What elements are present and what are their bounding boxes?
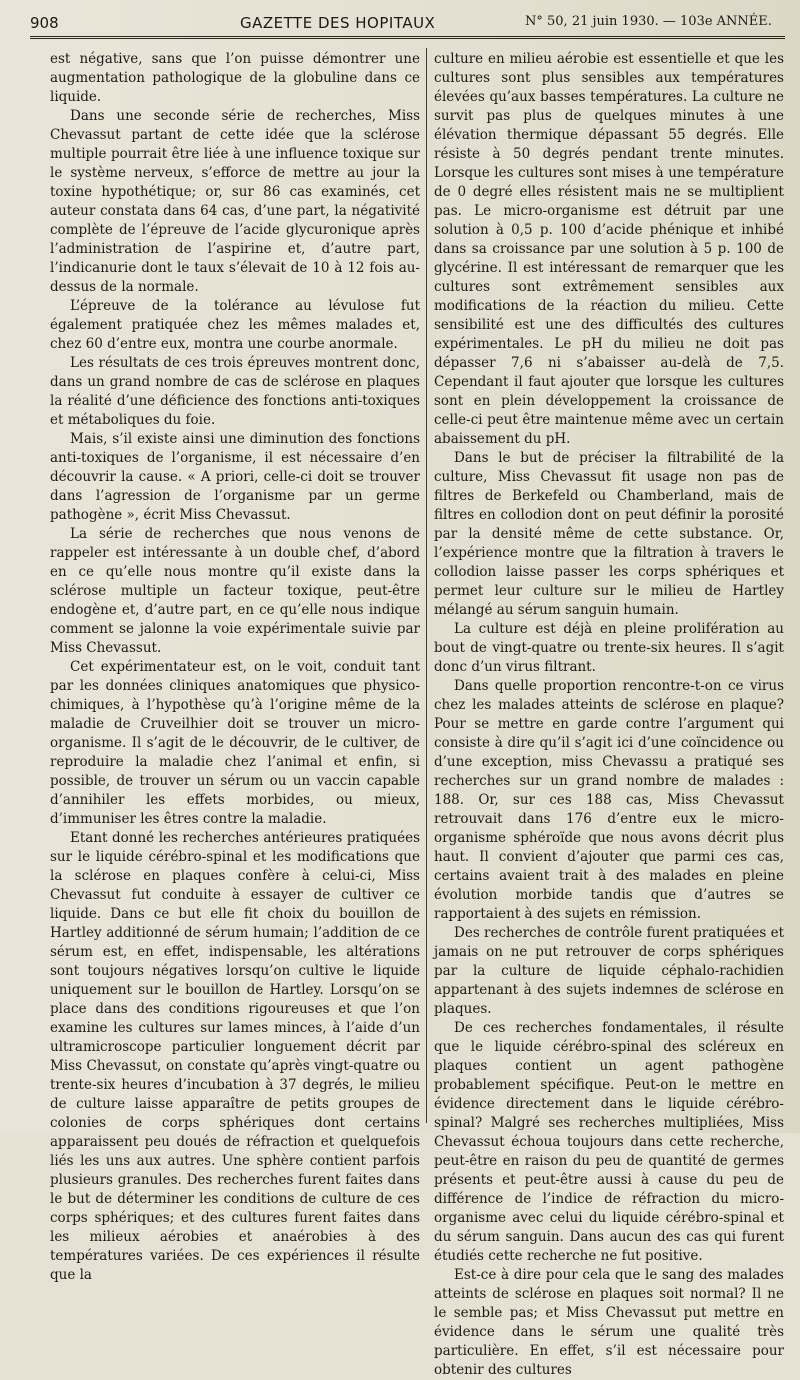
- journal-title: GAZETTE DES HOPITAUX: [240, 14, 436, 32]
- paragraph: Des recherches de contrôle furent pratiquées et jamais on ne put retrouver de corps sphériques par la culture de liquide céphalo-rachidien appartenant à des sujets indemnes de sclérose en plaques.: [434, 925, 784, 1017]
- page-header: [0, 10, 800, 34]
- paragraph: Mais, s’il existe ainsi une diminution des fonctions anti-toxiques de l’organisme, il est nécessaire d’en découvrir la cause. « A priori, celle-ci doit se trouver dans l’agression de l’organisme par un germe pathogène », écrit Miss Chevassut.: [50, 431, 420, 523]
- paragraph: Dans une seconde série de recherches, Miss Chevassut partant de cette idée que la sclérose multiple pourrait être liée à une influence toxique sur le système nerveux, s’efforce de mettre au jour la toxine hypothétique; or, sur 86 cas examinés, cet auteur constata dans 64 cas, d’une part, la négativité complète de l’épreuve de l’acide glycuronique après l’administration de l’aspirine et, d’autre part, l’indicanurie dont le taux s’élevait de 10 à 12 fois au-dessus de la normale.: [50, 108, 420, 295]
- paragraph: La série de recherches que nous venons de rappeler est intéressante à un double chef, d’abord en ce qu’elle nous montre qu’il existe dans la sclérose multiple un facteur toxique, peut-être endogène et, d’autre part, en ce qu’elle nous indique comment se jalonne la voie expérimentale suivie par Miss Chevassut.: [50, 526, 420, 656]
- issue-info: N° 50, 21 juin 1930. — 103e ANNÉE.: [525, 14, 772, 29]
- paragraph: La culture est déjà en pleine prolifération au bout de vingt-quatre ou trente-six heures. Il s’agit donc d’un virus filtrant.: [434, 621, 784, 675]
- right-column: [434, 50, 784, 1380]
- paragraph: Etant donné les recherches antérieures pratiquées sur le liquide cérébro-spinal et les modifications que la sclérose en plaques confère à celui-ci, Miss Chevassut fut conduite à essayer de cultiver ce liquide. Dans ce but elle fit choix du bouillon de Hartley additionné de sérum humain; l’addition de ce sérum est, en effet, indispensable, les altérations sont toujours négatives lorsqu’on cultive le liquide uniquement sur le bouillon de Hartley. Lorsqu’on se place dans des conditions rigoureuses et que l’on examine les cultures sur lames minces, à l’aide d’un ultramicroscope particulier longuement décrit par Miss Chevassut, on constate qu’après vingt-quatre ou trente-six heures d’incubation à 37 degrés, le milieu de culture laisse apparaître de petits groupes de colonies de corps sphériques dont certains apparaissent peu doués de réfraction et quelquefois liés les uns aux autres. Une sphère contient parfois plusieurs granules. Des recherches furent faites dans le but de déterminer les conditions de culture de ces corps sphériques; et des cultures furent faites dans les milieux aérobies et anaérobies à des températures variées. De ces expériences il résulte que la: [50, 830, 420, 1283]
- paragraph: Cet expérimentateur est, on le voit, conduit tant par les données cliniques anatomiques que physico-chimiques, à l’hypothèse qu’à l’origine même de la maladie de Cruveilhier doit se trouver un micro-organisme. Il s’agit de le découvrir, de le cultiver, de reproduire la maladie chez l’animal et enfin, si possible, de trouver un sérum ou un vaccin capable d’annihiler les effets morbides, ou mieux, d’immuniser les êtres contre la maladie.: [50, 659, 420, 827]
- paragraph: Dans quelle proportion rencontre-t-on ce virus chez les malades atteints de sclérose en plaque? Pour se mettre en garde contre l’argument qui consiste à dire qu’il s’agit ici d’une coïncidence ou d’une exception, miss Chevassu a pratiqué ses recherches sur un grand nombre de malades : 188. Or, sur ces 188 cas, Miss Chevassut retrouvait dans 176 d’entre eux le micro-organisme sphéroïde que nous avons décrit plus haut. Il convient d’ajouter que parmi ces cas, certains avaient trait à des malades en pleine évolution morbide tandis que d’autres se rapportaient à des sujets en rémission.: [434, 678, 784, 922]
- column-divider: [426, 48, 427, 1123]
- header-rule: [30, 36, 785, 39]
- paragraph: L’épreuve de la tolérance au lévulose fut également pratiquée chez les mêmes malades et, chez 60 d’entre eux, montra une courbe anormale.: [50, 298, 420, 352]
- paragraph: culture en milieu aérobie est essentielle et que les cultures sont plus sensibles aux températures élevées qu’aux basses températures. La culture ne survit pas plus de quelques minutes à une élévation thermique dépassant 55 degrés. Elle résiste à 50 degrés pendant trente minutes. Lorsque les cultures sont mises à une température de 0 degré elles résistent mais ne se multiplient pas. Le micro-organisme est détruit par une solution à 0,5 p. 100 d’acide phénique et inhibé dans sa croissance par une solution à 5 p. 100 de glycérine. Il est intéressant de remarquer que les cultures sont extrêmement sensibles aux modifications de la réaction du milieu. Cette sensibilité est une des difficultés des cultures expérimentales. Le pH du milieu ne doit pas dépasser 7,6 ni s’abaisser au-delà de 7,5. Cependant il faut ajouter que lorsque les cultures sont en plein développement la croissance de celle-ci peut être maintenue même avec un certain abaissement du pH.: [434, 51, 784, 447]
- paragraph: est négative, sans que l’on puisse démontrer une augmentation pathologique de la globuline dans ce liquide.: [50, 51, 420, 105]
- paragraph: De ces recherches fondamentales, il résulte que le liquide cérébro-spinal des scléreux en plaques contient un agent pathogène probablement spécifique. Peut-on le mettre en évidence directement dans le liquide cérébro-spinal? Malgré ses recherches multipliées, Miss Chevassut échoua toujours dans cette recherche, peut-être en raison du peu de quantité de germes présents et peut-être aussi à cause du peu de différence de l’indice de réfraction du micro-organisme avec celui du liquide cérébro-spinal et du sérum sanguin. Dans aucun des cas qui furent étudiés cette recherche ne fut positive.: [434, 1020, 784, 1264]
- paragraph: Dans le but de préciser la filtrabilité de la culture, Miss Chevassut fit usage non pas de filtres de Berkefeld ou Chamberland, mais de filtres en collodion dont on peut définir la porosité par la densité même de cette substance. Or, l’expérience montre que la filtration à travers le collodion laisse passer les corps sphériques et permet leur culture sur le milieu de Hartley mélangé au sérum sanguin humain.: [434, 450, 784, 618]
- paragraph: Est-ce à dire pour cela que le sang des malades atteints de sclérose en plaques soit normal? Il ne le semble pas; et Miss Chevassut put mettre en évidence dans le sérum une qualité très particulière. En effet, s’il est nécessaire pour obtenir des cultures: [434, 1267, 784, 1378]
- page-number: 908: [30, 14, 59, 32]
- paragraph: Les résultats de ces trois épreuves montrent donc, dans un grand nombre de cas de sclérose en plaques la réalité d’une déficience des fonctions anti-toxiques et métaboliques du foie.: [50, 355, 420, 428]
- left-column: [50, 50, 420, 1285]
